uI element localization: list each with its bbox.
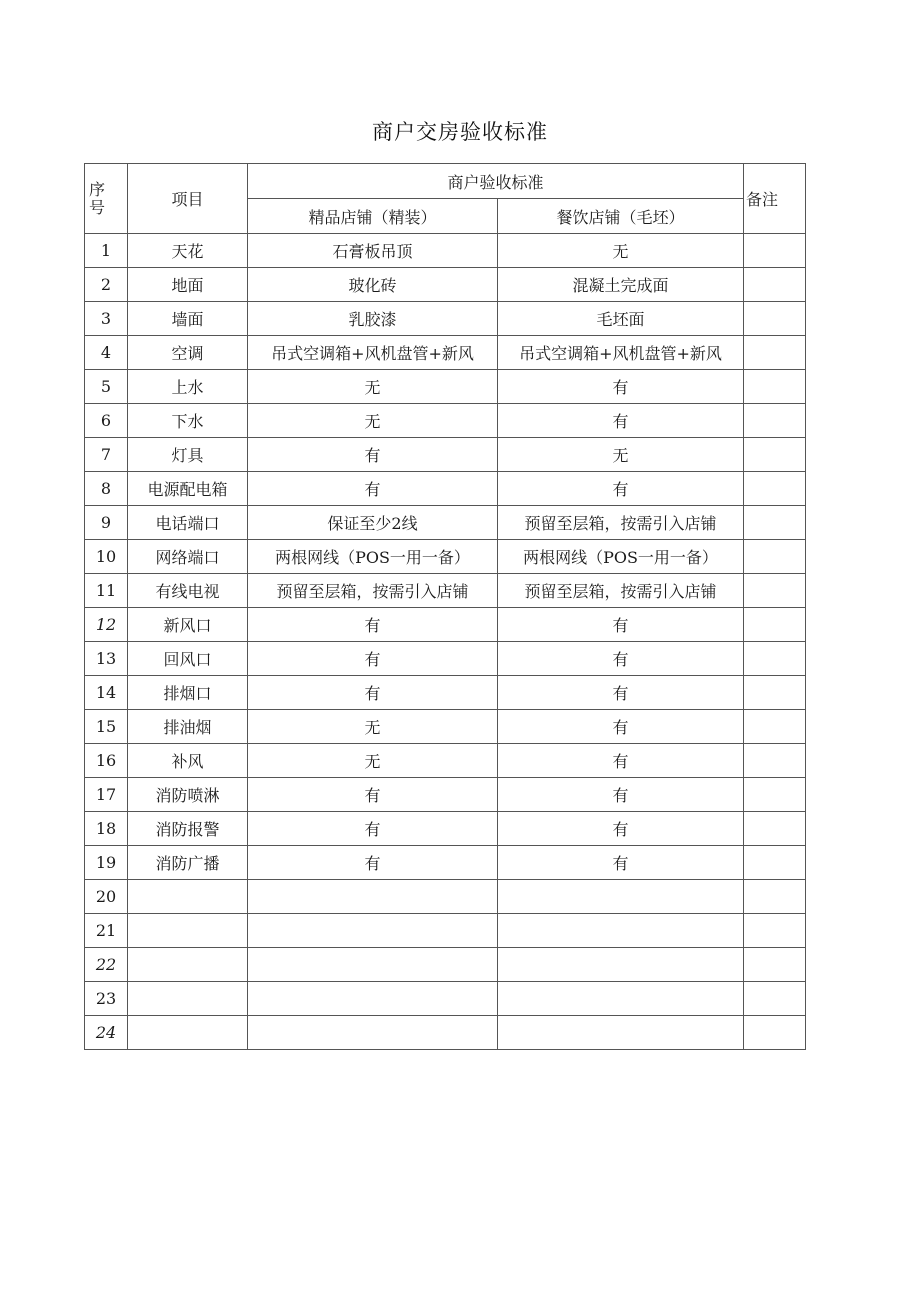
cell-seq: 4 xyxy=(85,336,128,370)
cell-remark xyxy=(744,710,806,744)
cell-item xyxy=(128,1016,248,1050)
cell-remark xyxy=(744,914,806,948)
header-row-primary xyxy=(85,164,806,199)
cell-food-store: 无 xyxy=(498,234,744,268)
cell-fine-store xyxy=(248,948,498,982)
cell-food-store: 有 xyxy=(498,472,744,506)
cell-seq: 10 xyxy=(85,540,128,574)
cell-seq: 1 xyxy=(85,234,128,268)
table-row xyxy=(85,574,806,608)
table-row xyxy=(85,608,806,642)
cell-seq: 19 xyxy=(85,846,128,880)
cell-seq: 17 xyxy=(85,778,128,812)
cell-food-store: 有 xyxy=(498,404,744,438)
cell-fine-store: 乳胶漆 xyxy=(248,302,498,336)
cell-seq: 7 xyxy=(85,438,128,472)
cell-food-store: 有 xyxy=(498,812,744,846)
table-row xyxy=(85,438,806,472)
cell-item: 回风口 xyxy=(128,642,248,676)
cell-food-store: 有 xyxy=(498,676,744,710)
cell-seq: 15 xyxy=(85,710,128,744)
cell-food-store: 有 xyxy=(498,846,744,880)
cell-remark xyxy=(744,506,806,540)
cell-item xyxy=(128,982,248,1016)
table-row xyxy=(85,880,806,914)
cell-seq: 12 xyxy=(85,608,128,642)
cell-remark xyxy=(744,812,806,846)
cell-remark xyxy=(744,778,806,812)
table-row xyxy=(85,812,806,846)
cell-remark xyxy=(744,370,806,404)
cell-item: 排油烟 xyxy=(128,710,248,744)
cell-remark xyxy=(744,472,806,506)
table-row xyxy=(85,506,806,540)
cell-item: 电源配电箱 xyxy=(128,472,248,506)
cell-remark xyxy=(744,336,806,370)
cell-seq: 13 xyxy=(85,642,128,676)
table-row xyxy=(85,642,806,676)
cell-fine-store: 有 xyxy=(248,608,498,642)
cell-fine-store: 预留至层箱，按需引入店铺 xyxy=(248,574,498,608)
header-remark: 备注 xyxy=(744,164,806,234)
cell-item: 有线电视 xyxy=(128,574,248,608)
cell-fine-store xyxy=(248,1016,498,1050)
cell-food-store xyxy=(498,948,744,982)
cell-fine-store xyxy=(248,982,498,1016)
cell-item: 排烟口 xyxy=(128,676,248,710)
header-food-store: 餐饮店铺（毛坯） xyxy=(498,199,744,234)
cell-fine-store: 无 xyxy=(248,404,498,438)
cell-remark xyxy=(744,846,806,880)
cell-fine-store: 两根网线（POS一用一备） xyxy=(248,540,498,574)
cell-food-store: 有 xyxy=(498,642,744,676)
cell-seq: 5 xyxy=(85,370,128,404)
cell-fine-store: 有 xyxy=(248,676,498,710)
table-row xyxy=(85,846,806,880)
table-row xyxy=(85,948,806,982)
cell-item: 墙面 xyxy=(128,302,248,336)
table-row xyxy=(85,710,806,744)
cell-item: 天花 xyxy=(128,234,248,268)
cell-seq: 2 xyxy=(85,268,128,302)
cell-remark xyxy=(744,234,806,268)
cell-remark xyxy=(744,744,806,778)
cell-seq: 23 xyxy=(85,982,128,1016)
cell-fine-store: 无 xyxy=(248,744,498,778)
table-row xyxy=(85,370,806,404)
cell-seq: 24 xyxy=(85,1016,128,1050)
cell-item: 消防喷淋 xyxy=(128,778,248,812)
table-row xyxy=(85,540,806,574)
cell-item: 灯具 xyxy=(128,438,248,472)
document-title: 商户交房验收标准 xyxy=(372,120,548,144)
cell-fine-store: 无 xyxy=(248,710,498,744)
table-row xyxy=(85,676,806,710)
cell-item: 空调 xyxy=(128,336,248,370)
table-row xyxy=(85,234,806,268)
table-row xyxy=(85,404,806,438)
cell-seq: 3 xyxy=(85,302,128,336)
cell-food-store: 混凝土完成面 xyxy=(498,268,744,302)
cell-fine-store: 无 xyxy=(248,370,498,404)
cell-fine-store: 有 xyxy=(248,812,498,846)
cell-food-store xyxy=(498,982,744,1016)
cell-food-store: 预留至层箱，按需引入店铺 xyxy=(498,506,744,540)
cell-seq: 9 xyxy=(85,506,128,540)
cell-remark xyxy=(744,608,806,642)
header-fine-store: 精品店铺（精装） xyxy=(248,199,498,234)
header-seq-line1: 序 xyxy=(89,179,106,199)
cell-remark xyxy=(744,438,806,472)
cell-food-store xyxy=(498,1016,744,1050)
cell-fine-store: 有 xyxy=(248,472,498,506)
cell-fine-store xyxy=(248,914,498,948)
cell-food-store: 两根网线（POS一用一备） xyxy=(498,540,744,574)
cell-remark xyxy=(744,302,806,336)
cell-fine-store xyxy=(248,880,498,914)
cell-item: 下水 xyxy=(128,404,248,438)
table-row xyxy=(85,744,806,778)
cell-seq: 14 xyxy=(85,676,128,710)
cell-seq: 11 xyxy=(85,574,128,608)
header-seq xyxy=(85,164,128,234)
cell-fine-store: 有 xyxy=(248,642,498,676)
cell-seq: 22 xyxy=(85,948,128,982)
cell-food-store xyxy=(498,914,744,948)
cell-seq: 18 xyxy=(85,812,128,846)
cell-remark xyxy=(744,540,806,574)
cell-item: 地面 xyxy=(128,268,248,302)
cell-item: 上水 xyxy=(128,370,248,404)
header-item: 项目 xyxy=(128,164,248,234)
cell-food-store: 有 xyxy=(498,608,744,642)
table-row xyxy=(85,914,806,948)
cell-remark xyxy=(744,982,806,1016)
cell-item xyxy=(128,914,248,948)
cell-food-store xyxy=(498,880,744,914)
table-row xyxy=(85,778,806,812)
table-row xyxy=(85,336,806,370)
header-seq-line2: 号 xyxy=(89,197,106,217)
cell-fine-store: 吊式空调箱+风机盘管+新风 xyxy=(248,336,498,370)
cell-fine-store: 有 xyxy=(248,438,498,472)
cell-fine-store: 有 xyxy=(248,846,498,880)
header-standard-group: 商户验收标准 xyxy=(248,164,744,199)
cell-remark xyxy=(744,404,806,438)
cell-fine-store: 保证至少2线 xyxy=(248,506,498,540)
cell-remark xyxy=(744,268,806,302)
cell-seq: 20 xyxy=(85,880,128,914)
cell-remark xyxy=(744,574,806,608)
table-row xyxy=(85,268,806,302)
cell-remark xyxy=(744,880,806,914)
cell-remark xyxy=(744,676,806,710)
cell-item: 消防广播 xyxy=(128,846,248,880)
cell-item: 新风口 xyxy=(128,608,248,642)
cell-item: 消防报警 xyxy=(128,812,248,846)
cell-item: 补风 xyxy=(128,744,248,778)
cell-remark xyxy=(744,1016,806,1050)
acceptance-standard-table xyxy=(84,163,806,1050)
cell-fine-store: 石膏板吊顶 xyxy=(248,234,498,268)
cell-item xyxy=(128,948,248,982)
cell-fine-store: 有 xyxy=(248,778,498,812)
cell-item: 电话端口 xyxy=(128,506,248,540)
cell-item xyxy=(128,880,248,914)
cell-remark xyxy=(744,948,806,982)
cell-seq: 21 xyxy=(85,914,128,948)
cell-seq: 8 xyxy=(85,472,128,506)
table-row xyxy=(85,472,806,506)
cell-food-store: 有 xyxy=(498,710,744,744)
cell-fine-store: 玻化砖 xyxy=(248,268,498,302)
cell-food-store: 有 xyxy=(498,744,744,778)
cell-remark xyxy=(744,642,806,676)
cell-food-store: 预留至层箱，按需引入店铺 xyxy=(498,574,744,608)
table-row xyxy=(85,302,806,336)
cell-food-store: 有 xyxy=(498,370,744,404)
cell-item: 网络端口 xyxy=(128,540,248,574)
cell-seq: 16 xyxy=(85,744,128,778)
cell-food-store: 无 xyxy=(498,438,744,472)
cell-food-store: 吊式空调箱+风机盘管+新风 xyxy=(498,336,744,370)
cell-food-store: 有 xyxy=(498,778,744,812)
cell-seq: 6 xyxy=(85,404,128,438)
cell-food-store: 毛坯面 xyxy=(498,302,744,336)
table-row xyxy=(85,982,806,1016)
table-row xyxy=(85,1016,806,1050)
